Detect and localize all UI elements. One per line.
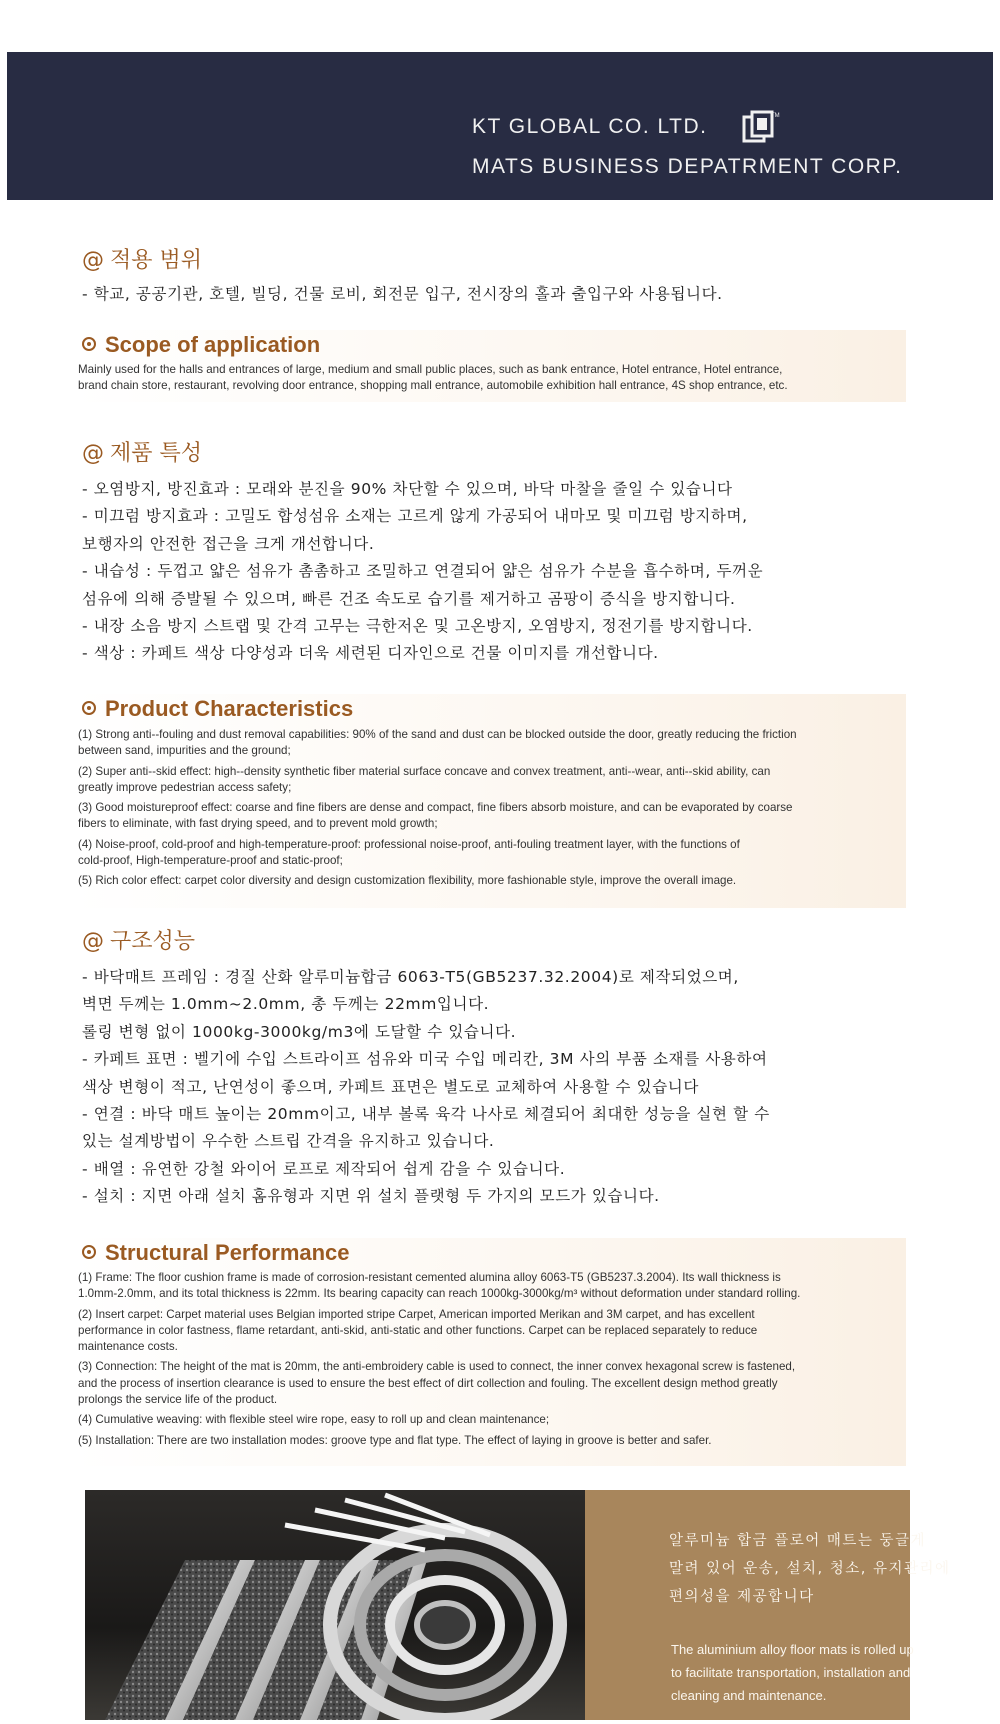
text-line: (3) Connection: The height of the mat is 20mm, the anti-embroidery cable is used to connect, the inner convex hexagonal screw is fastened, xyxy=(78,1360,796,1374)
text-line: cold-proof, High-temperature-proof and static-proof; xyxy=(78,854,343,868)
text-line: (5) Installation: There are two installation modes: groove type and flat type. The effect of laying in groove is better and safer. xyxy=(78,1433,712,1447)
text-line: 롤링 변형 없이 1000kg-3000kg/m3에 도달할 수 있습니다. xyxy=(82,1022,517,1041)
scope-ko-text xyxy=(82,281,922,308)
text-line: between sand, impurities and the ground; xyxy=(78,744,291,758)
text-line: fibers to eliminate, with fast drying speed, and to prevent mold growth; xyxy=(78,817,438,831)
text-line: (5) Rich color effect: carpet color diversity and design customization flexibility, more fashionable style, improve the overall image. xyxy=(78,874,737,888)
text-line: (2) Insert carpet: Carpet material uses Belgian imported stripe Carpet, American imported Merikan and 3M carpet, and has excellent xyxy=(78,1307,755,1321)
structure-ko-title: @ 구조성능 xyxy=(82,929,196,954)
text-line: 색상 변형이 적고, 난연성이 좋으며, 카페트 표면은 별도로 교체하여 사용할 수 있습니다 xyxy=(82,1077,699,1096)
text-line: - 연결 : 바닥 매트 높이는 20mm이고, 내부 볼록 육각 나사로 체결되어 최대한 성능을 실현 할 수 xyxy=(82,1104,770,1123)
product-banner xyxy=(85,1490,951,1720)
text-line: - 내장 소음 방지 스트랩 및 간격 고무는 극한저온 및 고온방지, 오염방지, 정전기를 방지합니다. xyxy=(82,616,753,635)
text-line: - 배열 : 유연한 강철 와이어 로프로 제작되어 쉽게 감을 수 있습니다. xyxy=(82,1159,566,1178)
text-line: - 미끄럼 방지효과 : 고밀도 합성섬유 소재는 고르게 않게 가공되어 내마모 및 미끄럼 방지하며, xyxy=(82,507,748,526)
department-name: MATS BUSINESS DEPATRMENT CORP. xyxy=(472,155,903,178)
banner-ko-text xyxy=(669,1527,951,1611)
text-line: and the process of insertion clearance is used to ensure the best effect of dirt collection and fouling. The excellent design method greatly xyxy=(78,1376,778,1390)
text-line: 말려 있어 운송, 설치, 청소, 유지관리에 xyxy=(669,1561,951,1577)
scope-ko-title: @ 적용 범위 xyxy=(82,248,203,273)
rolled-mat-photo xyxy=(85,1490,585,1720)
text-line: greatly improve pedestrian access safety; xyxy=(78,780,292,794)
scope-en-text xyxy=(78,362,904,395)
features-ko-text xyxy=(82,476,922,668)
text-line: (3) Good moistureproof effect: coarse and fine fibers are dense and compact, fine fibers absorb moisture, and can be evaporated by coarse xyxy=(78,801,793,815)
text-line: (4) Cumulative weaving: with flexible steel wire rope, easy to roll up and clean maintenance; xyxy=(78,1413,550,1427)
structure-ko-text xyxy=(82,964,922,1211)
text-line: (4) Noise-proof, cold-proof and high-temperature-proof: professional noise-proof, anti-fouling treatment layer, with the functions of xyxy=(78,837,740,851)
text-line: 알루미늄 합금 플로어 매트는 둥글게 xyxy=(669,1533,927,1549)
circle-bullet-icon xyxy=(82,701,96,715)
circle-bullet-icon xyxy=(82,337,96,351)
features-en-title: Product Characteristics xyxy=(82,696,353,722)
text-line: - 색상 : 카페트 색상 다양성과 더욱 세련된 디자인으로 건물 이미지를 개선합니다. xyxy=(82,644,659,663)
logo-tm: TM xyxy=(771,113,780,119)
text-line: 있는 설계방법이 우수한 스트립 간격을 유지하고 있습니다. xyxy=(82,1132,495,1151)
text-line: 벽면 두께는 1.0mm~2.0mm, 총 두께는 22mm입니다. xyxy=(82,995,490,1014)
text-line: brand chain store, restaurant, revolving door entrance, shopping mall entrance, automobile exhibition hall entrance, 4S shop entrance, etc. xyxy=(78,379,788,393)
text-line: prolongs the service life of the product. xyxy=(78,1393,278,1407)
text-line: (2) Super anti--skid effect: high--density synthetic fiber material surface concave and convex treatment, anti--wear, anti--skid ability, can xyxy=(78,764,771,778)
text-line: - 내습성 : 두껍고 얇은 섬유가 촘촘하고 조밀하고 연결되어 얇은 섬유가 수분을 흡수하며, 두꺼운 xyxy=(82,562,764,581)
text-line: cleaning and maintenance. xyxy=(671,1688,827,1703)
features-ko-title: @ 제품 특성 xyxy=(82,441,203,466)
text-line: (1) Strong anti--fouling and dust removal capabilities: 90% of the sand and dust can be blocked outside the door, greatly reducing the friction xyxy=(78,728,797,741)
text-line: Mainly used for the halls and entrances of large, medium and small public places, such as bank entrance, Hotel entrance, Hotel entrance, xyxy=(78,363,783,376)
at-marker: @ xyxy=(82,441,104,466)
text-line: - 설치 : 지면 아래 설치 홈유형과 지면 위 설치 플랫형 두 가지의 모드가 있습니다. xyxy=(82,1187,660,1206)
text-line: (1) Frame: The floor cushion frame is made of corrosion-resistant cemented alumina alloy 6063-T5 (GB5237.3.2004). Its wall thickness is xyxy=(78,1271,781,1284)
text-line: performance in color fastness, flame retardant, anti-skid, anti-static and other functions. Carpet can be replaced separately to reduce xyxy=(78,1323,758,1337)
text-line: to facilitate transportation, installation and xyxy=(671,1665,911,1680)
structure-en-title: Structural Performance xyxy=(82,1240,350,1266)
text-line: The aluminium alloy floor mats is rolled up xyxy=(671,1642,914,1657)
text-line: - 바닥매트 프레임 : 경질 산화 알루미늄합금 6063-T5(GB5237.32.2004)로 제작되었으며, xyxy=(82,968,739,986)
scope-en-title: Scope of application xyxy=(82,332,320,358)
dj-logo-icon xyxy=(741,109,781,145)
text-line: - 학교, 공공기관, 호텔, 빌딩, 건물 로비, 회전문 입구, 전시장의 홀과 출입구와 사용됩니다. xyxy=(82,285,723,303)
text-line: 1.0mm-2.0mm, and its total thickness is 22mm. Its bearing capacity can reach 1000kg-3000kg/m³ without deformation under standard rolling. xyxy=(78,1287,801,1301)
structure-en-text xyxy=(78,1270,904,1449)
header-banner xyxy=(7,52,993,200)
rolled-mat-illustration xyxy=(85,1490,585,1720)
text-line: 보행자의 안전한 접근을 크게 개선합니다. xyxy=(82,534,375,553)
features-en-text xyxy=(78,727,904,890)
text-line: maintenance costs. xyxy=(78,1340,178,1354)
circle-bullet-icon xyxy=(82,1245,96,1259)
company-name: KT GLOBAL CO. LTD. xyxy=(472,115,708,138)
at-marker: @ xyxy=(82,929,104,954)
at-marker: @ xyxy=(82,248,104,273)
banner-en-text xyxy=(671,1638,914,1707)
text-line: - 카페트 표면 : 벨기에 수입 스트라이프 섬유와 미국 수입 메리칸, 3M 사의 부품 소재를 사용하여 xyxy=(82,1050,768,1069)
text-line: 섬유에 의해 증발될 수 있으며, 빠른 건조 속도로 습기를 제거하고 곰팡이 증식을 방지합니다. xyxy=(82,589,736,608)
text-line: - 오염방지, 방진효과 : 모래와 분진을 90% 차단할 수 있으며, 바닥 마찰을 줄일 수 있습니다 xyxy=(82,480,733,498)
text-line: 편의성을 제공합니다 xyxy=(669,1589,815,1605)
